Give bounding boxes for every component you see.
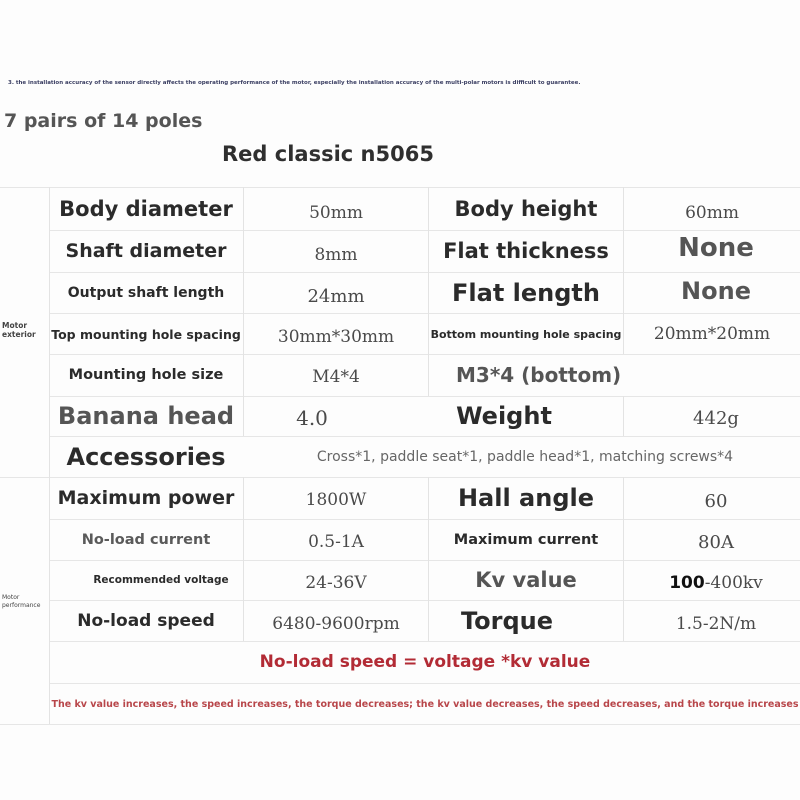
body-height-value: 60mm — [685, 203, 739, 223]
kv-value-low: 100 — [669, 573, 705, 593]
flat-length-label: Flat length — [452, 279, 600, 307]
shaft-diameter-value: 8mm — [314, 245, 358, 265]
banana-head-label: Banana head — [57, 402, 235, 430]
speed-formula: No-load speed = voltage *kv value — [259, 652, 591, 672]
top-hole-spacing-label: Top mounting hole spacing — [51, 326, 241, 342]
kv-value-value — [624, 563, 800, 603]
kv-value-high: -400kv — [704, 573, 763, 593]
weight-label: Weight — [456, 402, 552, 430]
max-current-value: 80A — [698, 531, 734, 553]
bottom-hole-spacing-label: Bottom mounting hole spacing — [430, 327, 622, 341]
no-load-speed-value: 6480-9600rpm — [272, 614, 400, 634]
output-shaft-length-label: Output shaft length — [67, 285, 225, 301]
mounting-hole-size-bottom-value: M3*4 (bottom) — [456, 363, 622, 387]
body-height-label: Body height — [454, 197, 598, 221]
product-title: Red classic n5065 — [222, 142, 434, 166]
no-load-speed-label: No-load speed — [77, 611, 215, 631]
mounting-hole-size-value: M4*4 — [312, 367, 360, 387]
body-diameter-label: Body diameter — [59, 197, 233, 221]
banana-head-value: 4.0 — [296, 406, 328, 430]
shaft-diameter-label: Shaft diameter — [65, 240, 227, 262]
mounting-hole-size-label: Mounting hole size — [68, 367, 224, 383]
bottom-hole-spacing-value: 20mm*20mm — [653, 324, 771, 344]
no-load-current-label: No-load current — [81, 532, 211, 548]
accessories-value: Cross*1, paddle seat*1, paddle head*1, matching screws*4 — [316, 449, 734, 465]
accessories-label: Accessories — [66, 443, 226, 471]
max-power-label: Maximum power — [57, 487, 235, 509]
weight-value: 442g — [693, 407, 739, 429]
section-label-performance: Motor performance — [2, 594, 41, 609]
top-hole-spacing-value: 30mm*30mm — [277, 327, 395, 347]
output-shaft-length-value: 24mm — [307, 285, 365, 307]
installation-note: 3. the installation accuracy of the sensor directly affects the operating performance of the motor, especially the installation accuracy of the multi-polar motors is difficult to guarantee. — [8, 80, 581, 86]
flat-length-value: None — [681, 277, 751, 305]
max-current-label: Maximum current — [453, 532, 599, 548]
recommended-voltage-label: Recommended voltage — [93, 574, 229, 586]
kv-value-label: Kv value — [475, 568, 577, 592]
poles-heading: 7 pairs of 14 poles — [4, 110, 203, 132]
row-divider — [0, 187, 800, 188]
body-diameter-value: 50mm — [309, 203, 363, 223]
max-power-value: 1800W — [305, 490, 367, 510]
flat-thickness-value: None — [678, 233, 754, 263]
torque-value: 1.5-2N/m — [675, 614, 757, 634]
recommended-voltage-value: 24-36V — [305, 573, 367, 593]
hall-angle-label: Hall angle — [457, 484, 595, 512]
table-bottom-border — [0, 724, 800, 725]
torque-label: Torque — [460, 607, 554, 635]
kv-footnote: The kv value increases, the speed increases, the torque decreases; the kv value decreases, the speed decreases, and the torque increases — [51, 698, 799, 710]
no-load-current-value: 0.5-1A — [308, 532, 364, 552]
flat-thickness-label: Flat thickness — [443, 239, 609, 263]
hall-angle-value: 60 — [704, 490, 728, 512]
section-label-exterior: Motor exterior — [2, 321, 36, 340]
